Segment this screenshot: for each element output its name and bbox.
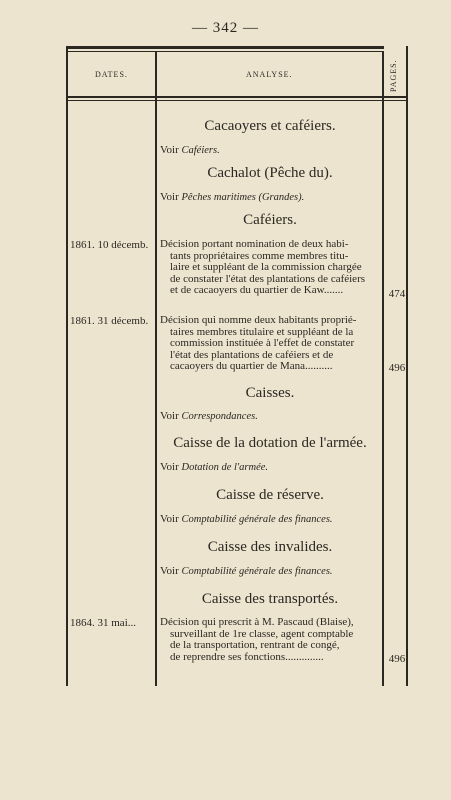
cross-reference — [160, 513, 333, 525]
cross-reference-target: Comptabilité générale des finances. — [181, 566, 333, 577]
entry-line: de constater l'état des plantations de caféiers — [170, 272, 366, 285]
cross-reference-target: Pêches maritimes (Grandes). — [181, 192, 305, 203]
entry-text — [160, 617, 380, 663]
entry-date: 1864. 31 mai... — [70, 617, 136, 629]
entry-line: de la transportation, rentrant de congé, — [170, 639, 340, 651]
entry-date: 1861. 31 décemb. — [70, 315, 149, 327]
cross-reference — [160, 144, 220, 156]
dates-header: DATES. — [95, 70, 128, 79]
dates-column-rule — [155, 52, 157, 686]
cross-reference-target: Caféiers. — [181, 145, 220, 156]
cross-reference-target: Correspondances. — [181, 411, 258, 422]
analyse-header: ANALYSE. — [246, 70, 293, 79]
voir-label: Voir — [160, 461, 179, 473]
entry-line: Décision qui nomme deux habitants proprié- — [160, 314, 357, 326]
cross-reference — [160, 565, 333, 577]
table-left-rule — [66, 46, 68, 686]
table-top-rule-thin — [66, 51, 384, 52]
entry-line: Décision portant nomination de deux habi- — [160, 238, 349, 250]
voir-label: Voir — [160, 144, 179, 156]
entry-line: commission instituée à l'effet de constater — [170, 337, 355, 349]
page-reference: 496 — [388, 362, 406, 374]
cross-reference-target: Dotation de l'armée. — [181, 462, 269, 473]
section-heading-caisse-reserve: Caisse de réserve. — [216, 487, 324, 503]
section-heading-cafeiers: Caféiers. — [243, 212, 297, 228]
entry-date: 1861. 10 décemb. — [70, 239, 149, 251]
entry-line: taires membres titulaire et suppléant de la — [170, 325, 354, 338]
table-top-rule — [66, 46, 384, 49]
section-heading-cacaoyers: Cacaoyers et caféiers. — [204, 118, 336, 134]
entry-line: tants propriétaires comme membres titu- — [170, 249, 349, 262]
page-reference: 474 — [388, 288, 406, 300]
section-heading-cachalot: Cachalot (Pêche du). — [207, 165, 333, 181]
voir-label: Voir — [160, 565, 179, 577]
pages-header: PAGES. — [389, 59, 398, 93]
entry-line: cacaoyers du quartier de Mana.......... — [170, 360, 333, 372]
entry-line: surveillant de 1re classe, agent comptable — [170, 627, 354, 640]
voir-label: Voir — [160, 191, 179, 203]
section-heading-caisses: Caisses. — [245, 385, 295, 401]
entry-line: de reprendre ses fonctions.............. — [170, 650, 324, 663]
page-reference: 496 — [388, 653, 406, 665]
section-heading-caisse-dotation: Caisse de la dotation de l'armée. — [173, 435, 367, 451]
entry-text — [160, 315, 380, 373]
section-heading-caisse-transportes: Caisse des transportés. — [201, 591, 339, 607]
voir-label: Voir — [160, 513, 179, 525]
analyse-column-rule — [382, 52, 384, 686]
cross-reference — [160, 461, 268, 473]
entry-line: et de cacaoyers du quartier de Kaw....... — [170, 284, 344, 296]
entry-line: Décision qui prescrit à M. Pascaud (Blaise), — [160, 616, 354, 628]
header-bottom-rule-thin — [66, 100, 408, 101]
header-bottom-rule — [66, 96, 408, 98]
entry-line: l'état des plantations de caféiers et de — [170, 348, 334, 361]
voir-label: Voir — [160, 410, 179, 422]
entry-line: laire et suppléant de la commission chargée — [170, 261, 362, 273]
cross-reference — [160, 191, 304, 203]
section-heading-caisse-invalides: Caisse des invalides. — [207, 539, 333, 555]
cross-reference — [160, 410, 258, 422]
page-number: — 342 — — [192, 20, 259, 36]
cross-reference-target: Comptabilité générale des finances. — [181, 514, 333, 525]
entry-text — [160, 239, 380, 297]
